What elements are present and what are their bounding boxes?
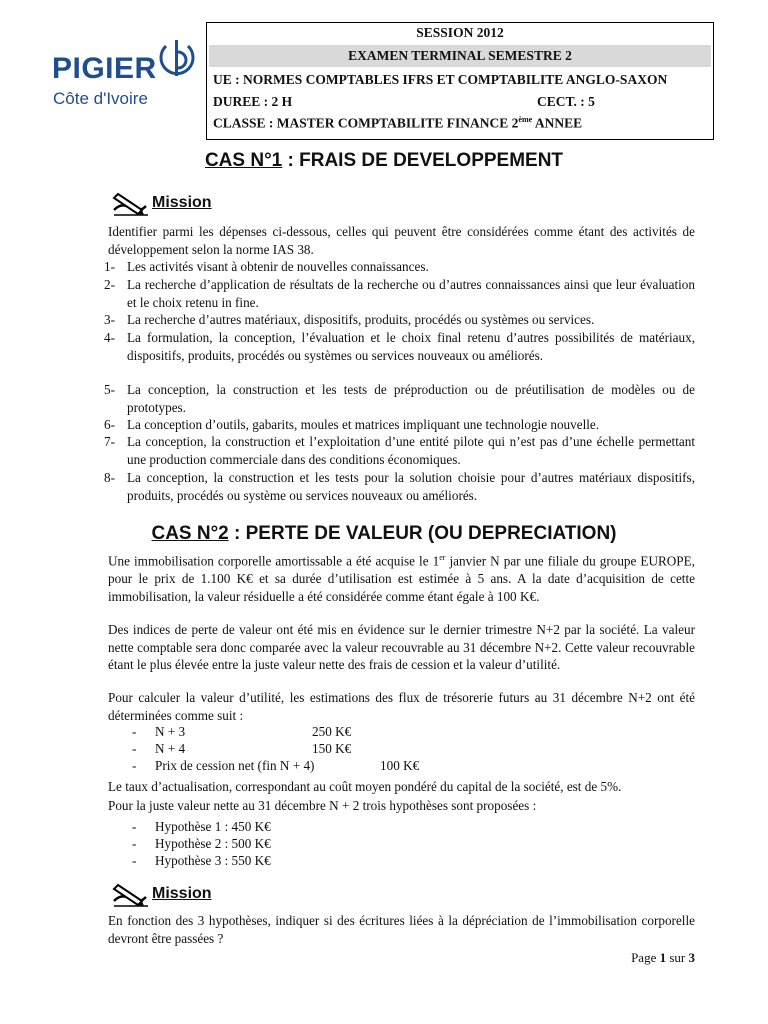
list-item-number: 7- — [104, 434, 115, 449]
list-item-number: 2- — [104, 277, 115, 292]
case2-paragraph-3: Pour calculer la valeur d’utilité, les estimations des flux de trésorerie futurs au 31 décembre N+2 ont été déterminées comme suit : — [108, 690, 695, 723]
classe-label: CLASSE : MASTER COMPTABILITE FINANCE 2ème ANNEE — [213, 115, 583, 131]
page-number: Page 1 sur 3 — [631, 950, 695, 965]
case1-title: CAS N°1 : FRAIS DE DEVELOPPEMENT — [204, 150, 564, 171]
pencil-writing-icon — [112, 881, 150, 907]
list-item-text: La conception d’outils, gabarits, moules et matrices impliquant une technologie nouvelle. — [127, 417, 600, 432]
case2-paragraph-4: Le taux d’actualisation, correspondant au coût moyen pondéré du capital de la société, est de 5%. — [108, 779, 622, 794]
case2-title: CAS N°2 : PERTE DE VALEUR (OU DEPRECIATION) — [151, 523, 617, 544]
case2-paragraph-2: Des indices de perte de valeur ont été mis en évidence sur le dernier trimestre N+2 par la société. La valeur nette comptable sera donc comparée avec la valeur recouvrable au 31 décembre N+2. Cette valeur recouvrable étant le plus élevée entre la juste valeur nette des frais de cession et la valeur d’utilité. — [108, 622, 695, 673]
list-item-text: La conception, la construction et l’exploitation d’une entité pilote qui n’est pas d’une échelle permettant une production commerciale dans des conditions économiques. — [127, 434, 695, 467]
list-item-number: 3- — [104, 312, 115, 327]
list-item-text: Les activités visant à obtenir de nouvelles connaissances. — [127, 259, 429, 274]
duree-label: DUREE : 2 H — [213, 94, 293, 109]
list-item-number: 6- — [104, 417, 115, 432]
list-item-text: La recherche d’application de résultats de la recherche ou d’autres connaissances ainsi que leur évaluation et le choix retenu in fine. — [127, 277, 695, 310]
pencil-writing-icon — [112, 190, 150, 216]
session-label: SESSION 2012 — [416, 25, 504, 40]
pigier-logo — [52, 38, 202, 113]
case2-paragraph-1: Une immobilisation corporelle amortissable a été acquise le 1er janvier N par une filiale du groupe EUROPE, pour le prix de 1.100 K€ et sa durée d’utilisation est estimée à 5 ans. A la date d’acquisition de cette immobilisation, la valeur résiduelle a été considérée comme étant égale à 100 K€. — [108, 553, 695, 604]
logo-brand: PIGIER — [52, 52, 157, 85]
exam-title: EXAMEN TERMINAL SEMESTRE 2 — [209, 45, 711, 67]
pigier-logo-icon — [152, 38, 202, 88]
list-item-text: La formulation, la conception, l’évaluation et le choix final retenu d’autres possibilités de matériaux, dispositifs, produits, procédés ou systèmes ou services nouveaux ou améliorés. — [127, 330, 695, 363]
list-item-text: La recherche d’autres matériaux, dispositifs, produits, procédés ou systèmes ou services. — [127, 312, 595, 327]
case2-mission-text: En fonction des 3 hypothèses, indiquer si des écritures liées à la dépréciation de l’immobilisation corporelle devront être passées ? — [108, 913, 695, 946]
ue-label: UE : NORMES COMPTABLES IFRS ET COMPTABILITE ANGLO-SAXON — [213, 72, 668, 87]
list-item-number: 4- — [104, 330, 115, 345]
list-item-text: La conception, la construction et les tests de préproduction ou de préutilisation de modèles ou de prototypes. — [127, 382, 695, 415]
case2-paragraph-5: Pour la juste valeur nette au 31 décembre N + 2 trois hypothèses sont proposées : — [108, 798, 537, 813]
case1-intro: Identifier parmi les dépenses ci-dessous, celles qui peuvent être considérées comme étant des activités de développement selon la norme IAS 38. — [108, 224, 695, 257]
list-item-text: La conception, la construction et les tests pour la solution choisie pour d’autres matériaux dispositifs, produits, procédés ou système ou services nouveaux ou améliorés. — [127, 470, 695, 503]
list-item-number: 5- — [104, 382, 115, 397]
cect-label: CECT. : 5 — [537, 94, 595, 109]
logo-subtitle: Côte d'Ivoire — [53, 89, 148, 108]
list-item-number: 8- — [104, 470, 115, 485]
exam-header-box — [206, 22, 714, 140]
list-item-number: 1- — [104, 259, 115, 274]
